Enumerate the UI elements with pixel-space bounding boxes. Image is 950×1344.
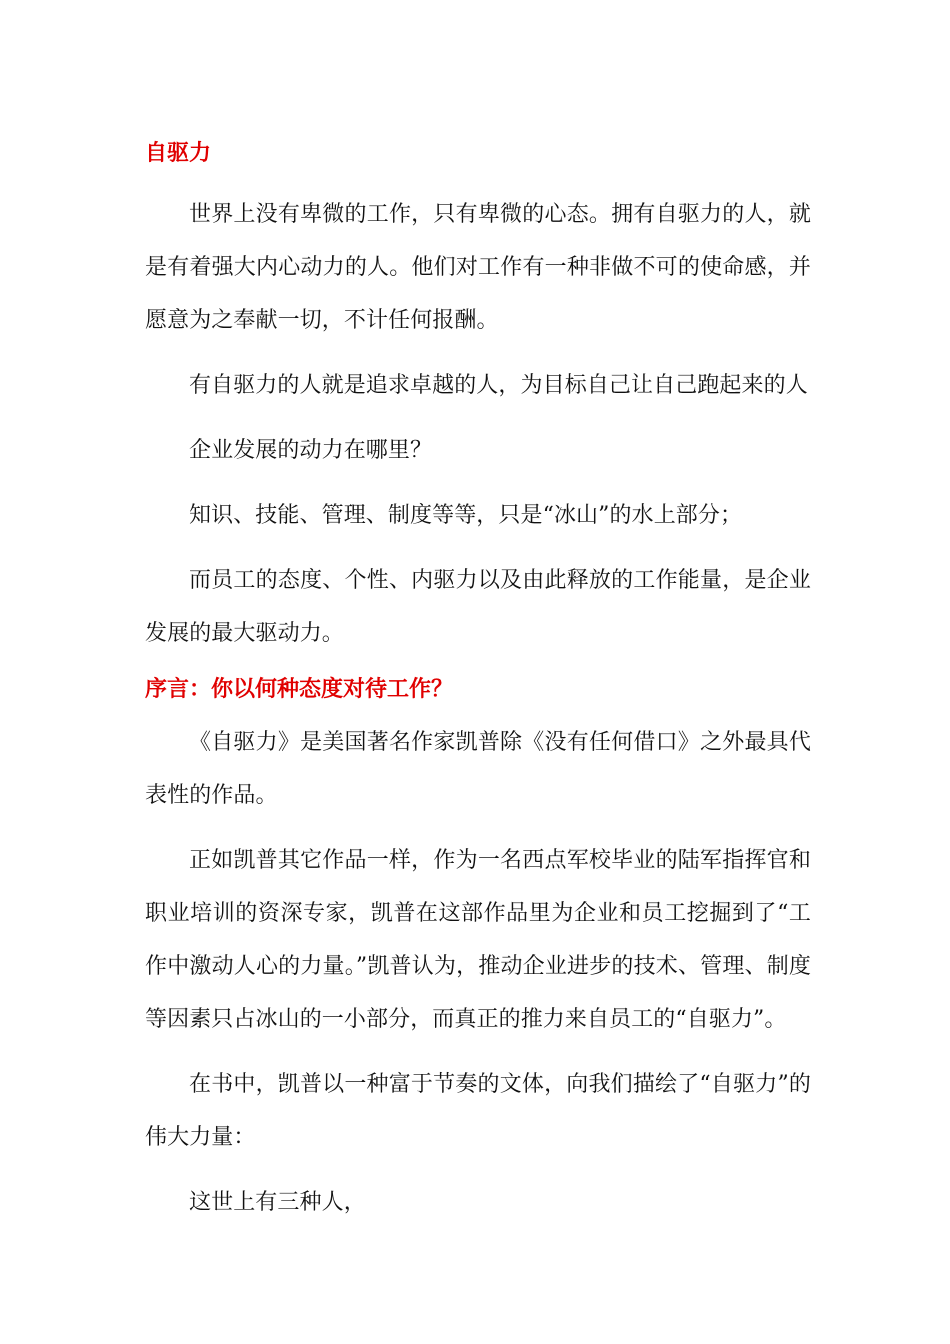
document-body [145,132,811,1229]
paragraph: 《自驱力》是美国著名作家凯普除《没有任何借口》之外最具代表性的作品。 [145,730,811,808]
paragraph: 世界上没有卑微的工作，只有卑微的心态。拥有自驱力的人，就是有着强大内心动力的人。他们对工作有一种非做不可的使命感，并愿意为之奉献一切，不计任何报酬。 [145,202,811,333]
paragraph: 这世上有三种人， [189,1190,366,1215]
paragraph: 有自驱力的人就是追求卓越的人，为目标自己让自己跑起来的人 [189,373,808,398]
paragraph: 在书中，凯普以一种富于节奏的文体，向我们描绘了“自驱力”的伟大力量： [145,1072,811,1150]
paragraph: 企业发展的动力在哪里？ [189,438,433,463]
section-heading-preface: 序言：你以何种态度对待工作？ [145,676,454,702]
section-heading-self-drive: 自驱力 [145,140,212,166]
paragraph: 正如凯普其它作品一样，作为一名西点军校毕业的陆军指挥官和职业培训的资深专家，凯普在这部作品里为企业和员工挖掘到了“工作中激动人心的力量。”凯普认为，推动企业进步的技术、管理、制度等因素只占冰山的一小部分，而真正的推力来自员工的“自驱力”。 [145,848,811,1032]
paragraph: 而员工的态度、个性、内驱力以及由此释放的工作能量，是企业发展的最大驱动力。 [145,568,811,646]
paragraph: 知识、技能、管理、制度等等，只是“冰山”的水上部分； [189,503,743,528]
